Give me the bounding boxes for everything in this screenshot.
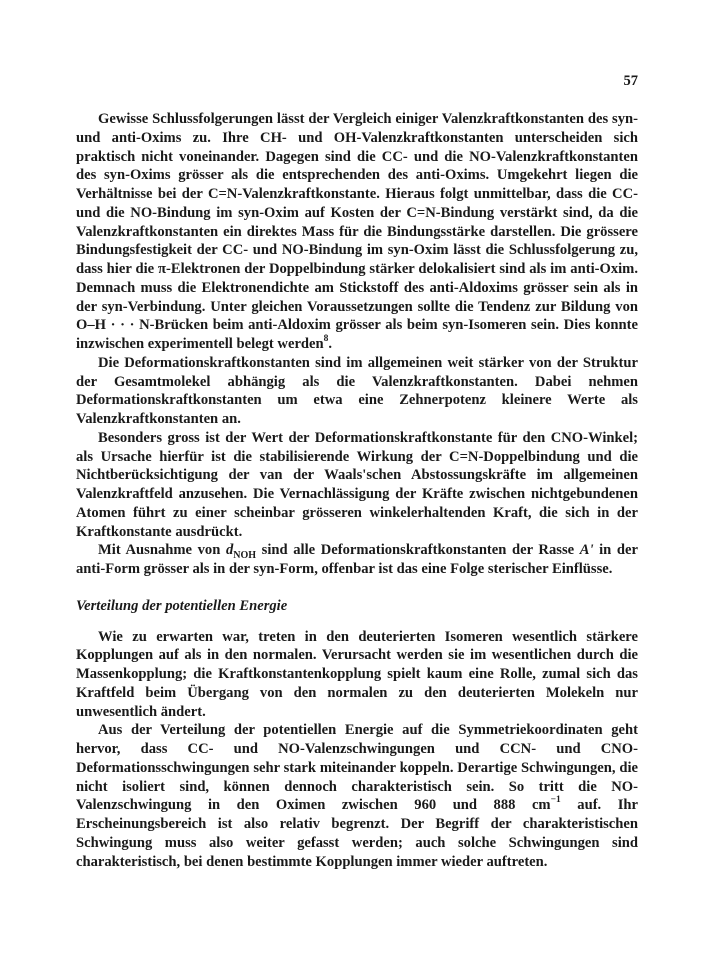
paragraph-6-text-a: Aus der Verteilung der potentiellen Energie auf die Symmetriekoordinaten geht hervor, dass CC- und NO-Valenzschwingungen und CCN- und CNO-Deformationsschwingungen sehr stark miteinander koppeln. Derartige Schwingungen, die nicht isoliert sind, können dennoch charakteristisch sein. So tritt die NO-Valenzschwingung in den Oximen zwischen 960 und 888 cm — [76, 722, 638, 814]
page-number: 57 — [623, 73, 638, 89]
paragraph-1-text: Gewisse Schlussfolgerungen lässt der Vergleich einiger Valenzkraftkonstanten des syn- und anti-Oxims zu. Ihre CH- und OH-Valenzkraftkonstanten unterscheiden sich praktisch nicht voneinander. Dagegen sind die CC- und die NO-Valenzkraftkonstanten des syn-Oxims grösser als die entsprechenden des anti-Oxims. Umgekehrt liegen die Verhältnisse bei der C=N-Valenzkraftkonstante. Hieraus folgt unmittelbar, dass die CC- und die NO-Bindung im syn-Oxim auf Kosten der C=N-Bindung verstärkt sind, da die Valenzkraftkonstanten ein direktes Mass für die Bindungsstärke darstellen. Die grössere Bindungsfestigkeit der CC- und NO-Bindung im syn-Oxim lässt die Schlussfolgerung zu, dass hier die π-Elektronen der Doppelbindung stärker delokalisiert sind als im anti-Oxim. Demnach muss die Elektronendichte am Stickstoff des anti-Aldoxims grösser sein als in der syn-Verbindung. Unter gleichen Voraussetzungen sollte die Tendenz zur Bildung von O–H · · · N-Brücken beim anti-Aldoxim grösser als beim syn-Isomeren sein. Dies konnte inzwischen experimentell belegt werden — [76, 111, 638, 352]
body-text — [76, 110, 638, 871]
paragraph-1-end: . — [328, 336, 333, 352]
d-symbol: d — [225, 542, 234, 559]
rasse-symbol: A' — [579, 542, 594, 559]
d-subscript: NOH — [233, 550, 257, 562]
exponent: −1 — [550, 795, 561, 806]
paragraph-4-text-a: Mit Ausnahme von — [98, 542, 226, 559]
paragraph-4 — [76, 541, 638, 579]
paragraph-6-text-b: auf. Ihr Erscheinungsbereich ist also relativ begrenzt. Der Begriff der charakteristischen Schwingung muss also weiter gefasst werden; auch solche Schwingungen sind charakteristisch, bei denen bestimmte Kopplungen immer wieder auftreten. — [76, 797, 638, 870]
reference-8: 8 — [323, 334, 329, 345]
paragraph-5: Wie zu erwarten war, treten in den deuterierten Isomeren wesentlich stärkere Kopplungen auf als in den normalen. Verursacht werden sie im wesentlichen durch die Massenkopplung; die Kraftkonstantenkopplung spielt kaum eine Rolle, zumal sich das Kraftfeld beim Übergang von den normalen zu den deuterierten Molekeln nur unwesentlich ändert. — [76, 628, 638, 720]
paragraph-4-text-c: in der anti-Form grösser als in der syn-Form, offenbar ist das eine Folge sterischer Einflüsse. — [76, 542, 638, 577]
section-heading: Verteilung der potentiellen Energie — [76, 597, 288, 614]
paragraph-3: Besonders gross ist der Wert der Deformationskraftkonstante für den CNO-Winkel; als Ursache hierfür ist die stabilisierende Wirkung der C=N-Doppelbindung und die Nichtberücksichtigung der van der Waals'schen Abstossungskräfte im allgemeinen Valenzkraftfeld anzusehen. Die Vernachlässigung der Kräfte zwischen nichtgebundenen Atomen führt zu einer scheinbar grösseren winkelerhaltenden Kraft, die sich in der Kraftkonstante ausdrückt. — [76, 429, 638, 540]
paragraph-2: Die Deformationskraftkonstanten sind im allgemeinen weit stärker von der Struktur der Gesamtmolekel abhängig als die Valenzkraftkonstanten. Dabei nehmen Deformationskraftkonstanten um etwa eine Zehnerpotenz kleinere Werte als Valenzkraftkonstanten an. — [76, 354, 638, 427]
paragraph-1 — [76, 110, 638, 354]
paragraph-4-text-b: sind alle Deformationskraftkonstanten der Rasse — [256, 542, 580, 559]
paragraph-6 — [76, 721, 638, 871]
